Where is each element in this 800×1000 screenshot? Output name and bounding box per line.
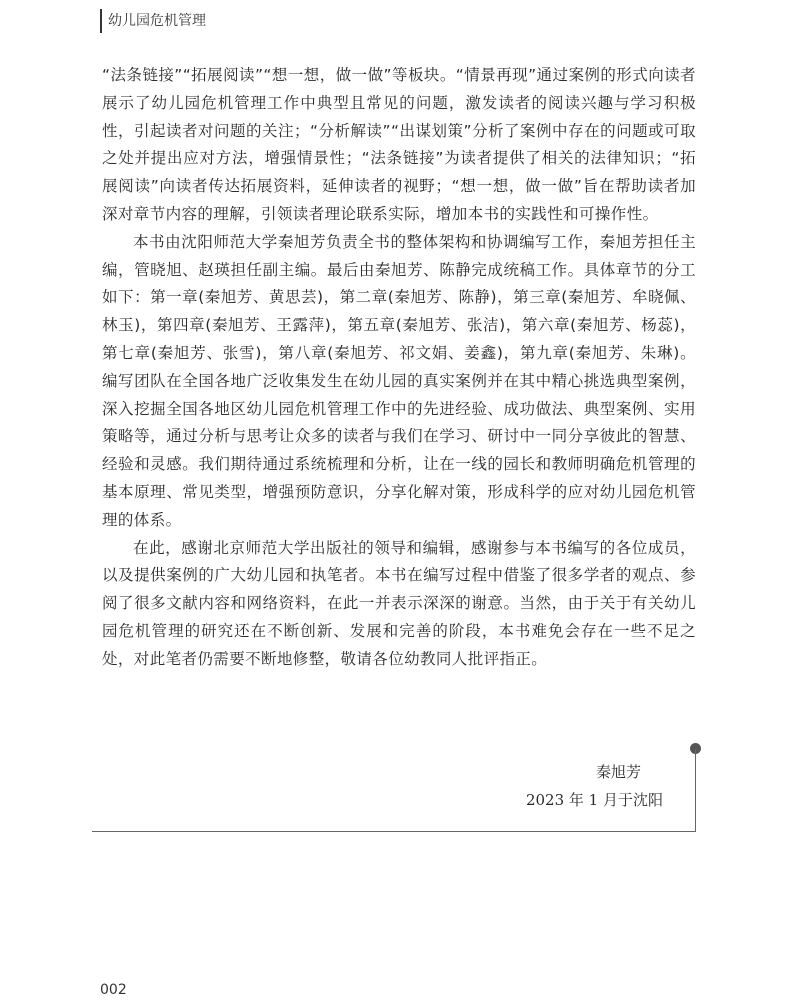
main-text	[102, 62, 696, 674]
decorative-horizontal-rule	[92, 831, 696, 832]
signature-date: 2023 年 1 月于沈阳	[525, 791, 663, 809]
decorative-vertical-rule	[695, 749, 696, 832]
paragraph-2: 本书由沈阳师范大学秦旭芳负责全书的整体架构和协调编写工作，秦旭芳担任主编，管晓旭、赵瑛担任副主编。最后由秦旭芳、陈静完成统稿工作。具体章节的分工如下：第一章(秦旭芳、黄思芸)，第二章(秦旭芳、陈静)，第三章(秦旭芳、牟晓佩、林玉)，第四章(秦旭芳、王露萍)，第五章(秦旭芳、张洁)，第六章(秦旭芳、杨蕊)，第七章(秦旭芳、张雪)，第八章(秦旭芳、祁文娟、姜鑫)，第九章(秦旭芳、朱琳)。编写团队在全国各地广泛收集发生在幼儿园的真实案例并在其中精心挑选典型案例，深入挖掘全国各地区幼儿园危机管理工作中的先进经验、成功做法、典型案例、实用策略等，通过分析与思考让众多的读者与我们在学习、研讨中一同分享彼此的智慧、经验和灵感。我们期待通过系统梳理和分析，让在一线的园长和教师明确危机管理的基本原理、常见类型，增强预防意识，分享化解对策，形成科学的应对幼儿园危机管理的体系。	[102, 232, 696, 529]
book-title: 幼儿园危机管理	[108, 13, 206, 29]
running-header	[100, 9, 206, 33]
author-name: 秦旭芳	[595, 763, 641, 781]
paragraph-3: 在此，感谢北京师范大学出版社的领导和编辑，感谢参与本书编写的各位成员，以及提供案例的广大幼儿园和执笔者。本书在编写过程中借鉴了很多学者的观点、参阅了很多文献内容和网络资料，在此一并表示深深的谢意。当然，由于关于有关幼儿园危机管理的研究还在不断创新、发展和完善的阶段，本书难免会存在一些不足之处，对此笔者仍需要不断地修整，敬请各位幼教同人批评指正。	[102, 538, 696, 668]
signature-block	[526, 758, 663, 814]
paragraph-1: “法条链接”“拓展阅读”“想一想，做一做”等板块。“情景再现”通过案例的形式向读者展示了幼儿园危机管理工作中典型且常见的问题，激发读者的阅读兴趣与学习积极性，引起读者对问题的关注；“分析解读”“出谋划策”分析了案例中存在的问题或可取之处并提出应对方法，增强情景性；“法条链接”为读者提供了相关的法律知识；“拓展阅读”向读者传达拓展资料，延伸读者的视野；“想一想，做一做”旨在帮助读者加深对章节内容的理解，引领读者理论联系实际，增加本书的实践性和可操作性。	[102, 66, 696, 223]
page-number: 002	[100, 982, 127, 998]
